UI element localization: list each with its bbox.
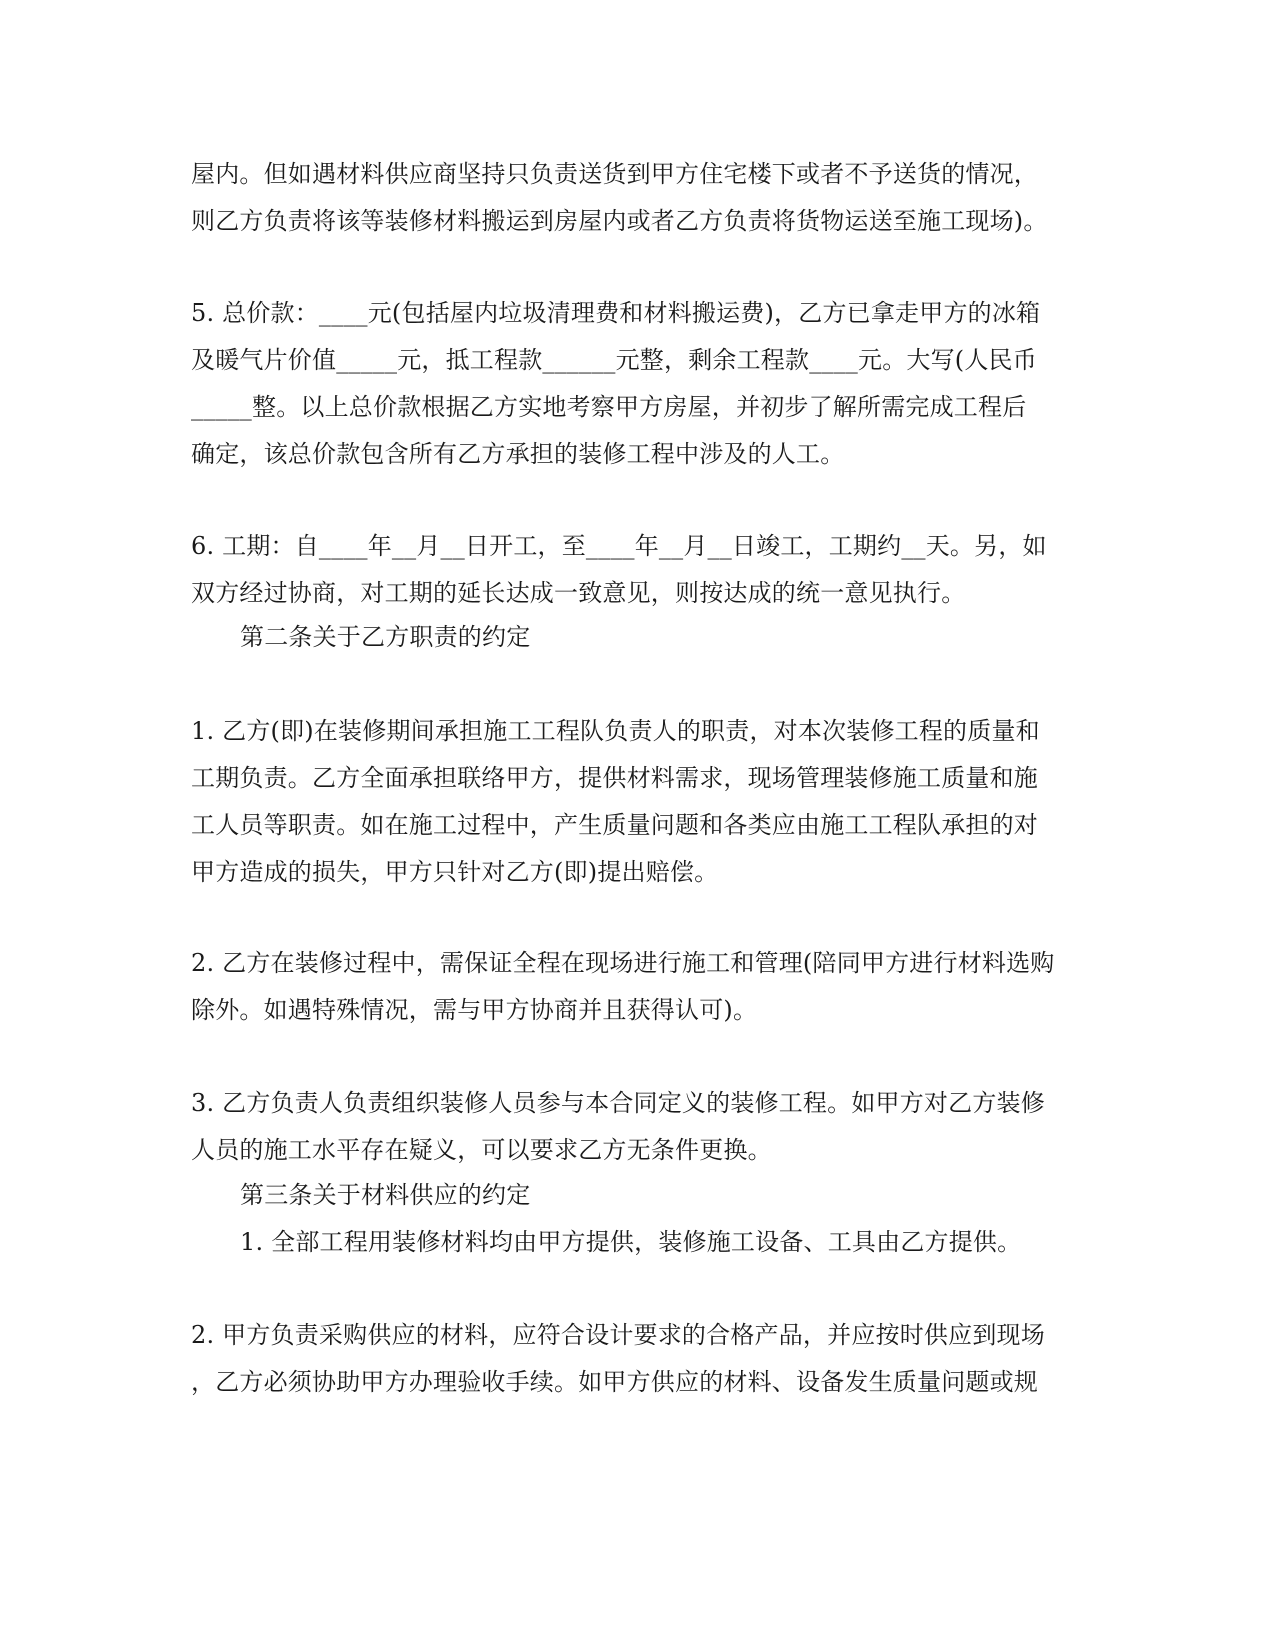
text-line: 则乙方负责将该等装修材料搬运到房屋内或者乙方负责将货物运送至施工现场)。 [191,207,1048,235]
clause-total-price: 5. 总价款：____元(包括屋内垃圾清理费和材料搬运费)，乙方已拿走甲方的冰箱 [191,299,1041,327]
text-line: 屋内。但如遇材料供应商坚持只负责送货到甲方住宅楼下或者不予送货的情况， [191,160,1038,188]
section-heading-article-2: 第二条关于乙方职责的约定 [240,623,531,651]
text-line: 除外。如遇特殊情况，需与甲方协商并且获得认可)。 [191,996,758,1024]
text-line: 工期负责。乙方全面承担联络甲方，提供材料需求，现场管理装修施工质量和施 [191,764,1038,792]
clause-schedule: 6. 工期：自____年__月__日开工，至____年__月__日竣工，工期约__天。另，如 [191,532,1047,560]
text-line: 甲方造成的损失，甲方只针对乙方(即)提出赔偿。 [191,858,719,886]
clause-2-2: 2. 乙方在装修过程中，需保证全程在现场进行施工和管理(陪同甲方进行材料选购 [191,949,1055,977]
text-line: 确定，该总价款包含所有乙方承担的装修工程中涉及的人工。 [191,440,845,468]
clause-2-1: 1. 乙方(即)在装修期间承担施工工程队负责人的职责，对本次装修工程的质量和 [191,717,1040,745]
clause-2-3: 3. 乙方负责人负责组织装修人员参与本合同定义的装修工程。如甲方对乙方装修 [191,1089,1045,1117]
text-line: ，乙方必须协助甲方办理验收手续。如甲方供应的材料、设备发生质量问题或规 [191,1368,1038,1396]
clause-3-2: 2. 甲方负责采购供应的材料，应符合设计要求的合格产品，并应按时供应到现场 [191,1321,1045,1349]
text-line: 人员的施工水平存在疑义，可以要求乙方无条件更换。 [191,1136,772,1164]
clause-3-1: 1. 全部工程用装修材料均由甲方提供，装修施工设备、工具由乙方提供。 [240,1228,1022,1256]
section-heading-article-3: 第三条关于材料供应的约定 [240,1181,531,1209]
text-line: 及暖气片价值_____元，抵工程款______元整，剩余工程款____元。大写(人民币 [191,346,1037,374]
text-line: 双方经过协商，对工期的延长达成一致意见，则按达成的统一意见执行。 [191,579,966,607]
text-line: _____整。以上总价款根据乙方实地考察甲方房屋，并初步了解所需完成工程后 [191,393,1027,421]
text-line: 工人员等职责。如在施工过程中，产生质量问题和各类应由施工工程队承担的对 [191,811,1038,839]
